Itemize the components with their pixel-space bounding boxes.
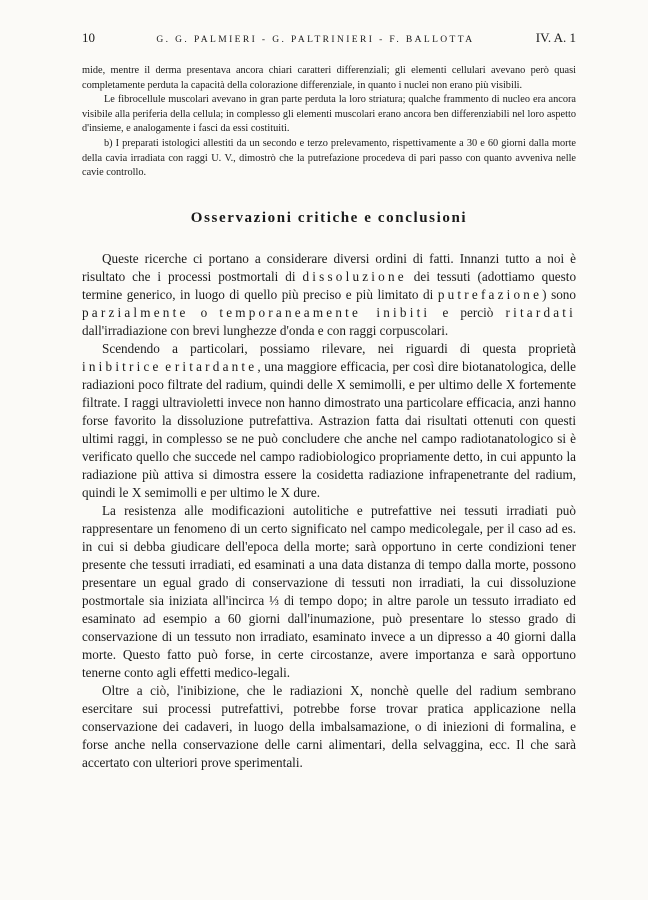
text-run: o	[200, 304, 208, 320]
small-paragraph-2	[82, 93, 576, 137]
body-paragraph-3	[82, 502, 576, 682]
spaced-term: parzialmente	[82, 304, 189, 320]
text-run: e perciò	[442, 304, 494, 320]
text-run: , una maggiore efficacia, per così dire biotanatologica, delle radiazioni poco filtrate del radium, quindi delle X semimolli, e per ultimo delle X fortemente filtrate. I raggi ultravioletti invece non hanno dimostrato una particolare efficacia, anzi hanno forse favorito la dissoluzione putrefattiva. Astrazion fatta dai risultati ottenuti con questi ultimi raggi, in complesso se ne può concludere che anche nel campo radiotanatologico si è verificato quello che succede nel campo radiobiologico propriamente detto, in cui appunto la radiazione più attiva si dimostra essere la cosidetta radiazione infrapenetrante del radium, quindi le X semimolli e per ultimo le X dure.	[82, 358, 577, 500]
spaced-term: ritardati	[505, 304, 577, 320]
text-run: Scendendo a particolari, possiamo rilevare, nei riguardi di questa proprietà	[102, 340, 576, 356]
small-paragraph-3-text: b) I preparati istologici allestiti da un secondo e terzo prelevamento, rispettivamente a 30 e 60 giorni dalla morte della cavia irradiata con raggi U. V., dimostrò che la putrefazione procedeva di pari passo con quanto avveniva nelle cavie controllo.	[82, 137, 576, 179]
small-paragraph-1-text: mide, mentre il derma presentava ancora chiari caratteri differenziali; gli elementi cellulari avevano però quasi completamente perduta la capacità della colorazione differenziale, in quanto i nuclei non erano più visibili.	[82, 65, 576, 91]
text-run: ) sono	[542, 286, 576, 302]
small-paragraph-3	[82, 137, 576, 181]
page	[82, 30, 576, 772]
body-paragraph-2	[82, 340, 576, 502]
small-paragraph-2-text: Le fibrocellule muscolari avevano in gran parte perduta la loro striatura; qualche frammento di nucleo era ancora visibile alla periferia della cellula; in complesso gli elementi muscolari erano ancora ben differenziabili nel loro aspetto d'insieme, e analogamente i fasci da essi costituiti.	[82, 94, 576, 135]
small-print-block	[82, 64, 576, 181]
text-run: dall'irradiazione con brevi lunghezze d'onda e con raggi corpuscolari.	[82, 322, 449, 338]
body-paragraph-4	[82, 682, 576, 772]
text-run: Queste ricerche ci portano a considerare diversi ordini di fatti. Innanzi tutto a noi è risultato che i processi postmortali di	[82, 250, 576, 284]
spaced-term: putrefazione	[437, 286, 543, 302]
small-paragraph-1	[82, 64, 576, 93]
running-title: G. G. PALMIERI - G. PALTRINIERI - F. BALLOTTA	[156, 35, 475, 45]
spaced-term: dissoluzione	[302, 268, 407, 284]
body-text	[82, 250, 576, 772]
text-run: dei tessuti (adottiamo questo termine generico, in luogo di quello più preciso e più limitato di	[82, 268, 577, 302]
section-title: Osservazioni critiche e conclusioni	[190, 209, 468, 226]
spaced-term: inibitrice	[82, 358, 162, 374]
text-run: e	[165, 358, 172, 374]
spaced-term: ritardante	[174, 358, 258, 374]
page-header	[82, 30, 576, 50]
body-paragraph-3-text: La resistenza alle modificazioni autolitiche e putrefattive nei tessuti irradiati può rappresentare un fenomeno di un certo significato nel campo medicolegale, per il caso ad es. in cui si debba giudicare dell'epoca della morte; sarà opportuno in certe condizioni tener presente che tessuti irradiati, ed esaminati a una data distanza di tempo dalla morte, possono presentare un egual grado di conservazione di tessuti non irradiati, la cui dissoluzione postmortale sia iniziata all'incirca ⅓ di tempo dopo; in altre parole un tessuto irradiato ed esaminato ad esempio a 60 giorni dall'inumazione, può presentare lo stesso grado di conservazione di un tessuto non irradiato, esaminato invece a un dipresso a 40 giorni dalla morte. Questo fatto può forse, in certe circostanze, avere importanza e sarà opportuno tenerne conto agli effetti medico-legali.	[82, 502, 576, 680]
page-number: 10	[82, 30, 95, 45]
spaced-term: temporaneamente inibiti	[219, 304, 431, 320]
section-number: IV. A. 1	[535, 30, 576, 45]
body-paragraph-1	[82, 250, 576, 340]
body-paragraph-4-text: Oltre a ciò, l'inibizione, che le radiazioni X, nonchè quelle del radium sembrano esercitare sui processi putrefattivi, potrebbe forse trovar pratica applicazione nella conservazione dei cadaveri, in luogo della imbalsamazione, o di iniezioni di formalina, e forse anche nella conservazione delle carni alimentari, della selvaggina, ecc. Il che sarà accertato con ulteriori prove sperimentali.	[82, 682, 576, 770]
